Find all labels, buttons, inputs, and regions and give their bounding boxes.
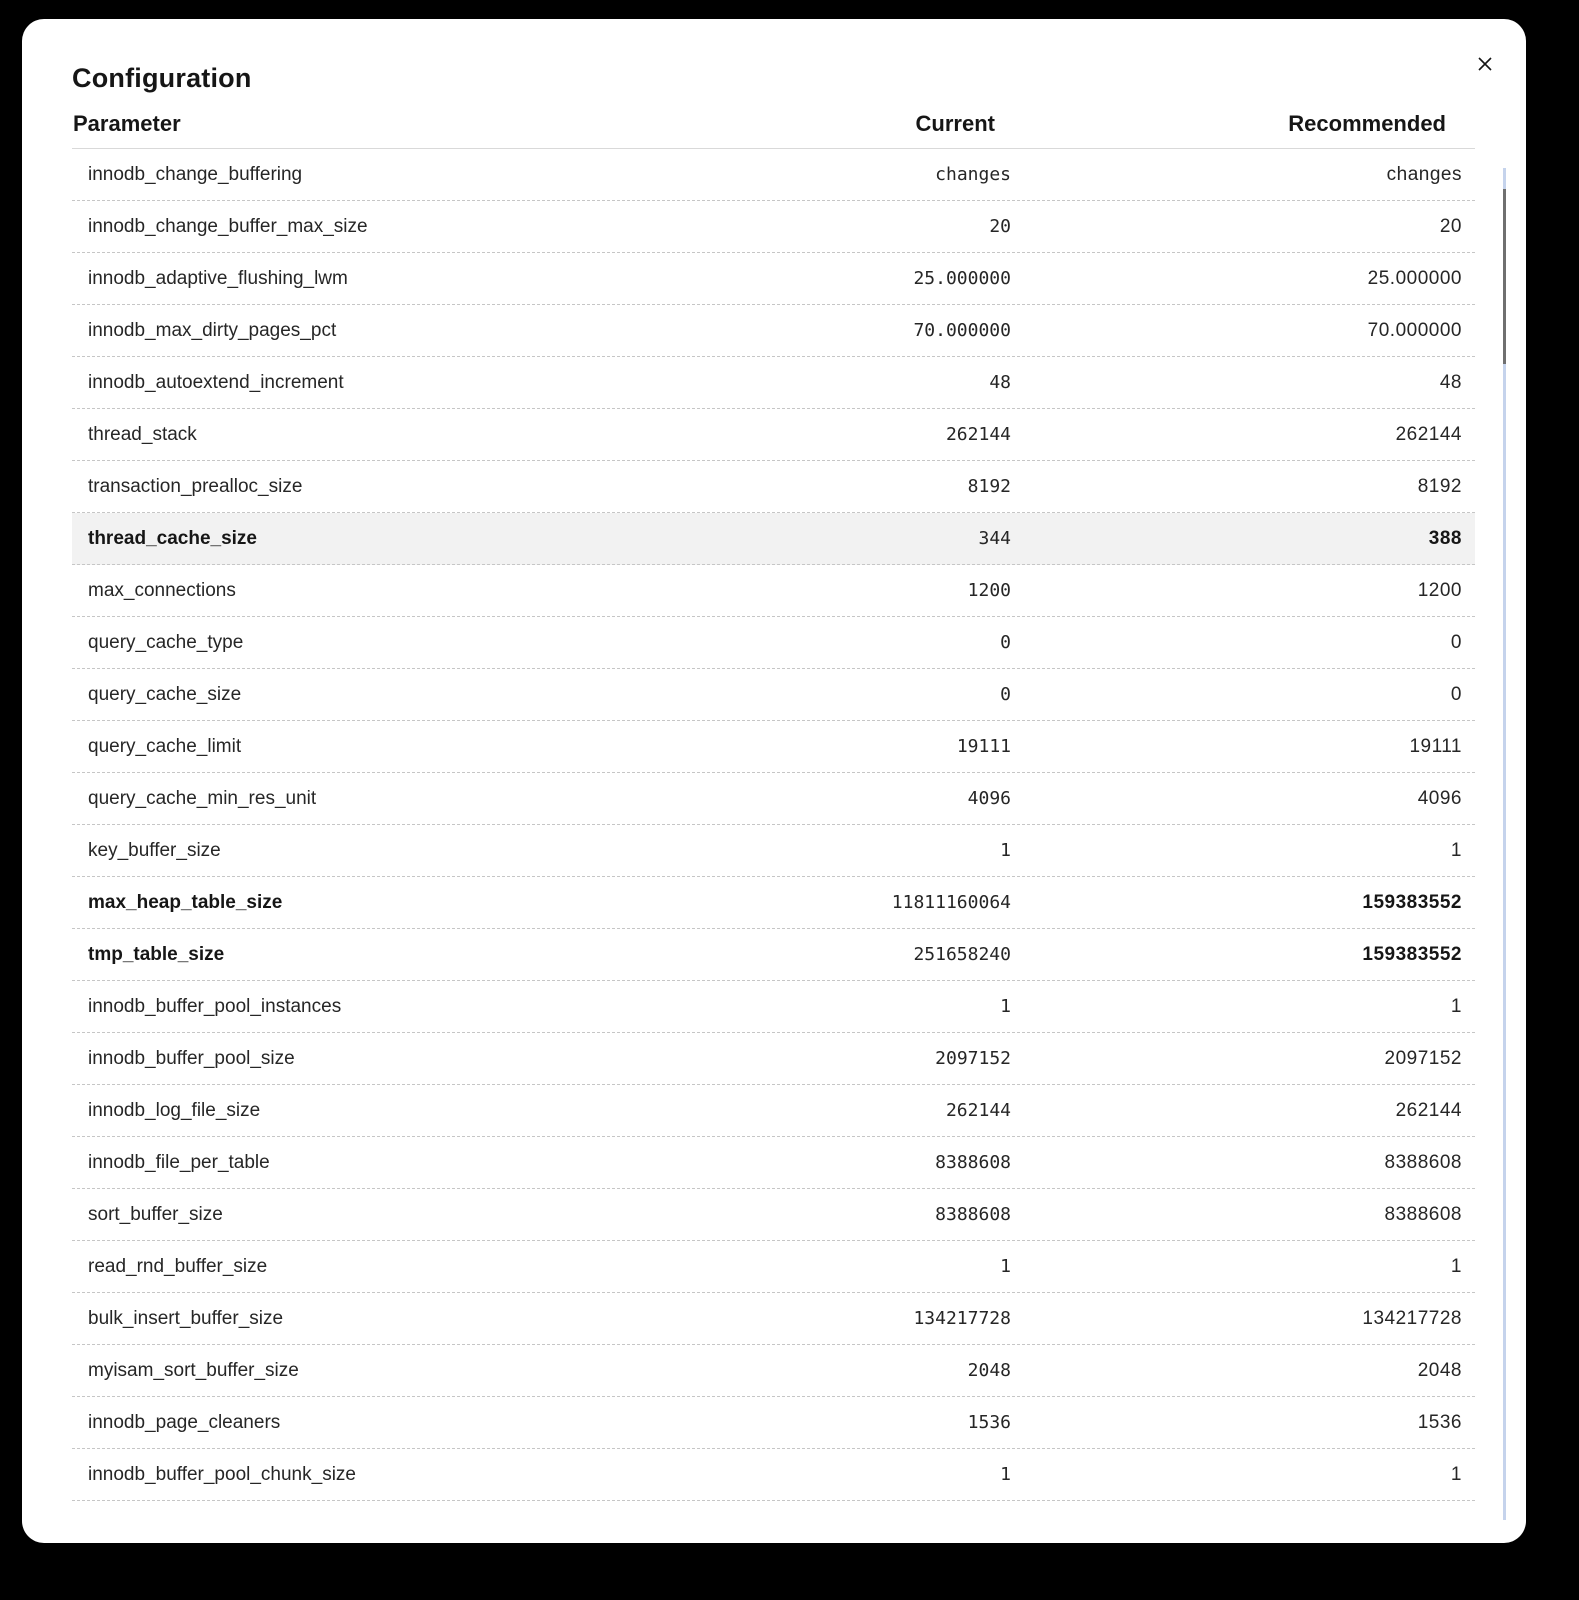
table-row[interactable] <box>72 1085 1475 1137</box>
parameter-cell: innodb_adaptive_flushing_lwm <box>88 267 348 289</box>
table-row[interactable] <box>72 981 1475 1033</box>
table-body <box>72 149 1475 1501</box>
recommended-value-cell: 0 <box>1450 631 1462 653</box>
table-row[interactable] <box>72 409 1475 461</box>
current-value-cell: 262144 <box>945 424 1011 445</box>
parameter-cell: query_cache_limit <box>88 735 242 757</box>
current-value-cell: 1536 <box>967 1412 1011 1433</box>
recommended-value-cell: 0 <box>1450 683 1462 705</box>
current-value-cell: 2048 <box>967 1360 1011 1381</box>
parameter-cell: bulk_insert_buffer_size <box>88 1307 284 1329</box>
scrollbar-thumb[interactable] <box>1503 189 1506 364</box>
recommended-value-cell: 134217728 <box>1362 1307 1462 1329</box>
current-value-cell: 20 <box>989 216 1011 237</box>
current-value-cell: 134217728 <box>913 1308 1011 1329</box>
table-row[interactable] <box>72 253 1475 305</box>
table-row[interactable] <box>72 1137 1475 1189</box>
current-value-cell: 8388608 <box>935 1204 1011 1225</box>
close-icon <box>1477 56 1493 72</box>
parameter-cell: max_heap_table_size <box>88 891 283 913</box>
recommended-value-cell: 1 <box>1450 995 1462 1017</box>
table-row[interactable] <box>72 461 1475 513</box>
table-row[interactable] <box>72 929 1475 981</box>
table-row[interactable] <box>72 305 1475 357</box>
current-value-cell: changes <box>935 164 1011 185</box>
parameter-cell: innodb_autoextend_increment <box>88 371 344 393</box>
current-value-cell: 0 <box>1000 684 1011 705</box>
table-row[interactable] <box>72 721 1475 773</box>
recommended-value-cell: 1200 <box>1417 579 1462 601</box>
parameter-cell: innodb_change_buffering <box>88 163 303 185</box>
recommended-value-cell: 48 <box>1439 371 1462 393</box>
recommended-value-cell: 1 <box>1450 839 1462 861</box>
table-row[interactable] <box>72 617 1475 669</box>
current-value-cell: 262144 <box>945 1100 1011 1121</box>
parameter-cell: myisam_sort_buffer_size <box>88 1359 299 1381</box>
parameter-cell: thread_cache_size <box>88 527 257 549</box>
parameter-cell: innodb_buffer_pool_size <box>88 1047 295 1069</box>
recommended-value-cell: 388 <box>1428 527 1462 549</box>
table-row[interactable] <box>72 201 1475 253</box>
parameter-cell: innodb_buffer_pool_instances <box>88 995 342 1017</box>
column-header-parameter[interactable]: Parameter <box>73 111 181 136</box>
parameter-cell: sort_buffer_size <box>88 1203 223 1225</box>
table-row[interactable] <box>72 1397 1475 1449</box>
table-row[interactable] <box>72 877 1475 929</box>
parameter-cell: read_rnd_buffer_size <box>88 1255 268 1277</box>
parameter-cell: thread_stack <box>88 423 197 445</box>
recommended-value-cell: 2048 <box>1417 1359 1462 1381</box>
table-row[interactable] <box>72 773 1475 825</box>
table-row[interactable] <box>72 149 1475 201</box>
parameter-cell: innodb_page_cleaners <box>88 1411 281 1433</box>
parameter-cell: key_buffer_size <box>88 839 221 861</box>
parameter-cell: innodb_change_buffer_max_size <box>88 215 368 237</box>
table-row[interactable] <box>72 669 1475 721</box>
recommended-value-cell: changes <box>1386 163 1462 185</box>
table-row[interactable] <box>72 1293 1475 1345</box>
parameter-cell: tmp_table_size <box>88 943 225 965</box>
table-row[interactable] <box>72 1189 1475 1241</box>
recommended-value-cell: 159383552 <box>1362 943 1462 965</box>
column-header-current[interactable]: Current <box>915 111 995 136</box>
recommended-value-cell: 25.000000 <box>1367 267 1462 289</box>
recommended-value-cell: 8192 <box>1417 475 1462 497</box>
table-row[interactable] <box>72 513 1475 565</box>
parameter-cell: query_cache_size <box>88 683 242 705</box>
parameter-cell: query_cache_min_res_unit <box>88 787 317 809</box>
current-value-cell: 344 <box>978 528 1011 549</box>
parameter-cell: innodb_max_dirty_pages_pct <box>88 319 337 341</box>
current-value-cell: 1 <box>1000 996 1011 1017</box>
table-row[interactable] <box>72 825 1475 877</box>
scrollbar-track[interactable] <box>1503 168 1506 1520</box>
configuration-modal <box>22 19 1526 1543</box>
recommended-value-cell: 4096 <box>1417 787 1462 809</box>
current-value-cell: 1 <box>1000 1464 1011 1485</box>
close-button[interactable] <box>1470 49 1500 79</box>
recommended-value-cell: 159383552 <box>1362 891 1462 913</box>
column-header-recommended[interactable]: Recommended <box>1288 111 1446 136</box>
table-row[interactable] <box>72 1345 1475 1397</box>
recommended-value-cell: 1536 <box>1417 1411 1462 1433</box>
recommended-value-cell: 20 <box>1439 215 1462 237</box>
configuration-table <box>72 109 1475 1501</box>
current-value-cell: 1200 <box>967 580 1011 601</box>
recommended-value-cell: 1 <box>1450 1255 1462 1277</box>
current-value-cell: 25.000000 <box>913 268 1011 289</box>
recommended-value-cell: 8388608 <box>1384 1203 1462 1225</box>
parameter-cell: innodb_file_per_table <box>88 1151 270 1173</box>
recommended-value-cell: 2097152 <box>1384 1047 1462 1069</box>
recommended-value-cell: 70.000000 <box>1367 319 1462 341</box>
parameter-cell: query_cache_type <box>88 631 244 653</box>
table-header <box>72 109 1475 149</box>
parameter-cell: transaction_prealloc_size <box>88 475 303 497</box>
table-row[interactable] <box>72 1449 1475 1501</box>
recommended-value-cell: 19111 <box>1409 735 1462 757</box>
table-row[interactable] <box>72 565 1475 617</box>
recommended-value-cell: 1 <box>1450 1463 1462 1485</box>
current-value-cell: 70.000000 <box>913 320 1011 341</box>
current-value-cell: 0 <box>1000 632 1011 653</box>
modal-title: Configuration <box>72 63 252 93</box>
current-value-cell: 8192 <box>967 476 1011 497</box>
recommended-value-cell: 262144 <box>1395 423 1462 445</box>
recommended-value-cell: 262144 <box>1395 1099 1462 1121</box>
current-value-cell: 4096 <box>967 788 1011 809</box>
current-value-cell: 1 <box>1000 840 1011 861</box>
parameter-cell: innodb_log_file_size <box>88 1099 261 1121</box>
current-value-cell: 8388608 <box>935 1152 1011 1173</box>
current-value-cell: 11811160064 <box>891 892 1011 913</box>
current-value-cell: 48 <box>989 372 1011 393</box>
current-value-cell: 1 <box>1000 1256 1011 1277</box>
table-row[interactable] <box>72 1033 1475 1085</box>
current-value-cell: 251658240 <box>913 944 1011 965</box>
current-value-cell: 2097152 <box>935 1048 1011 1069</box>
parameter-cell: max_connections <box>88 579 236 601</box>
current-value-cell: 19111 <box>956 736 1011 757</box>
recommended-value-cell: 8388608 <box>1384 1151 1462 1173</box>
table-row[interactable] <box>72 357 1475 409</box>
table-row[interactable] <box>72 1241 1475 1293</box>
parameter-cell: innodb_buffer_pool_chunk_size <box>88 1463 356 1485</box>
